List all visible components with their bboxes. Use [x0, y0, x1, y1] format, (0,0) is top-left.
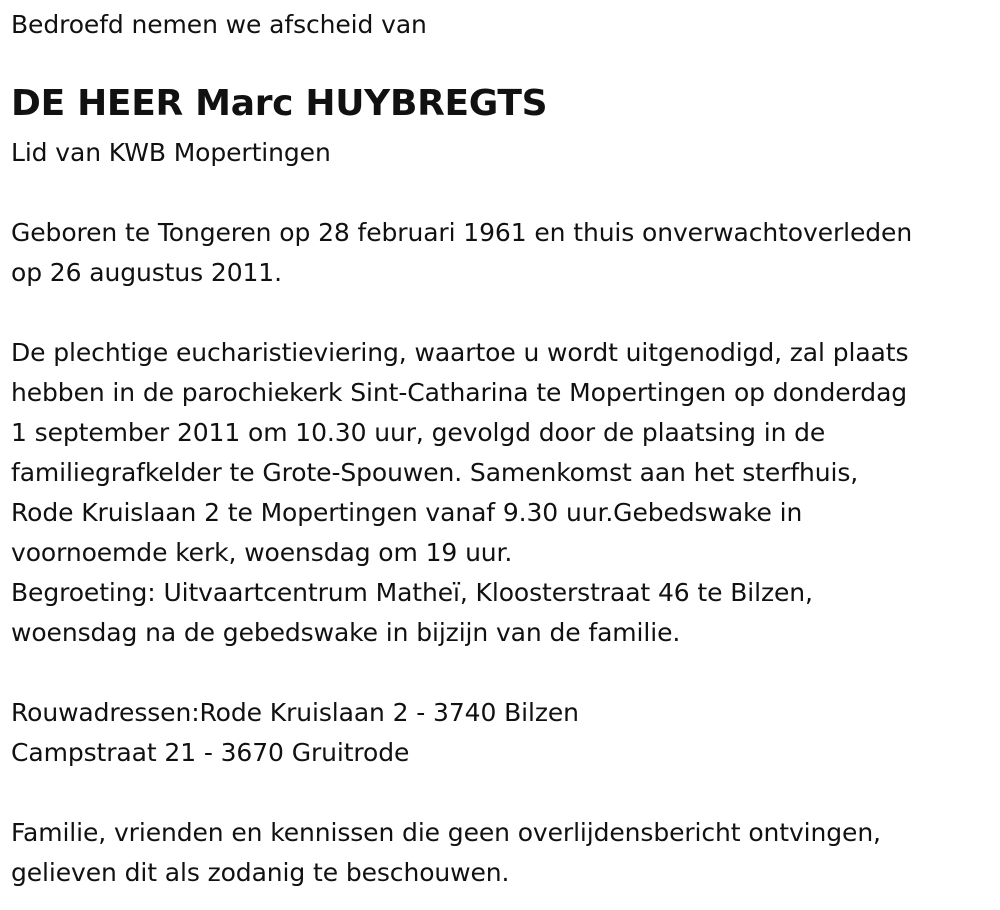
deceased-name: DE HEER Marc HUYBREGTS: [11, 83, 548, 124]
membership-section: [11, 133, 331, 173]
membership-text: Lid van KWB Mopertingen: [11, 138, 331, 167]
greeting-line: Begroeting: Uitvaartcentrum Matheï, Kloosterstraat 46 te Bilzen,: [11, 578, 813, 607]
closing-section: [11, 813, 881, 893]
closing-line: Familie, vrienden en kennissen die geen overlijdensbericht ontvingen,: [11, 818, 881, 847]
death-date-line: op 26 augustus 2011.: [11, 258, 282, 287]
address-line: Rouwadressen:Rode Kruislaan 2 - 3740 Bilzen: [11, 698, 579, 727]
ceremony-line: Rode Kruislaan 2 te Mopertingen vanaf 9.30 uur.Gebedswake in: [11, 498, 803, 527]
ceremony-line: 1 september 2011 om 10.30 uur, gevolgd door de plaatsing in de: [11, 418, 826, 447]
ceremony-line: voornoemde kerk, woensdag om 19 uur.: [11, 538, 513, 567]
birth-death-section: [11, 213, 912, 293]
address-line: Campstraat 21 - 3670 Gruitrode: [11, 738, 410, 767]
closing-line: gelieven dit als zodanig te beschouwen.: [11, 858, 510, 887]
ceremony-line: hebben in de parochiekerk Sint-Catharina te Mopertingen op donderdag: [11, 378, 908, 407]
birth-line: Geboren te Tongeren op 28 februari 1961 en thuis onverwachtoverleden: [11, 218, 913, 247]
mourning-addresses-section: [11, 693, 579, 773]
intro-text: Bedroefd nemen we afscheid van: [11, 10, 427, 39]
ceremony-line: familiegrafkelder te Grote-Spouwen. Samenkomst aan het sterfhuis,: [11, 458, 859, 487]
ceremony-line: De plechtige eucharistieviering, waartoe u wordt uitgenodigd, zal plaats: [11, 338, 909, 367]
greeting-line: woensdag na de gebedswake in bijzijn van de familie.: [11, 618, 681, 647]
ceremony-section: [11, 333, 908, 653]
